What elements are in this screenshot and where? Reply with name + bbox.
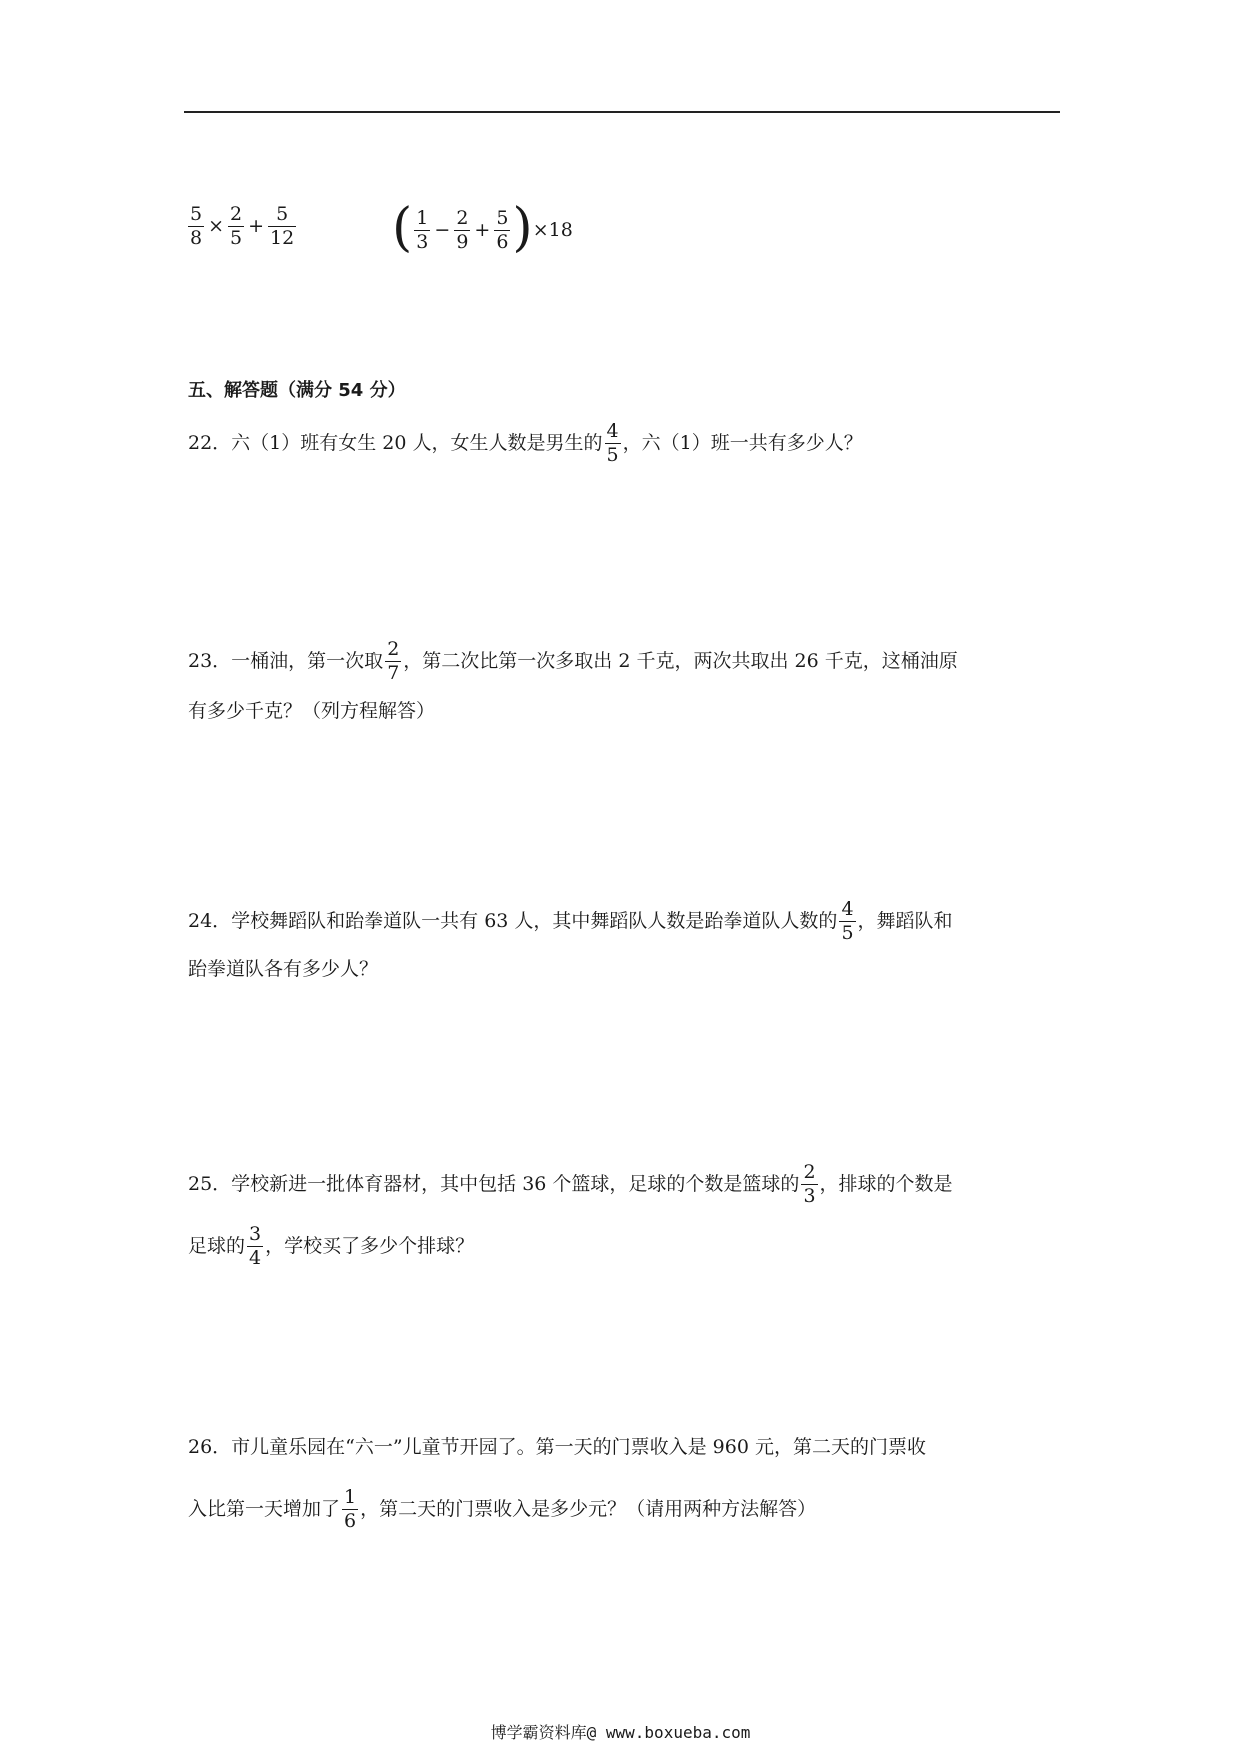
fraction: [605, 422, 621, 466]
denominator: 6: [496, 231, 509, 253]
footer-watermark: [0, 1720, 1241, 1743]
fraction: [247, 1225, 263, 1269]
question-text: ，六（1）班一共有多少人？: [622, 431, 863, 454]
numerator: 4: [606, 420, 619, 442]
numerator: 2: [456, 207, 469, 230]
operator: ×: [208, 214, 225, 237]
denominator: 5: [606, 443, 619, 466]
denominator: 6: [344, 1509, 357, 1532]
operator: +: [474, 219, 491, 241]
numerator: 5: [276, 203, 289, 225]
question-text: ，舞蹈队和: [857, 909, 953, 932]
footer-site: @ www.boxueba.com: [586, 1723, 751, 1742]
question-text: 入比第一天增加了: [188, 1497, 341, 1520]
expression-2: [392, 198, 573, 258]
operator: −: [434, 219, 451, 241]
numerator: 1: [344, 1486, 357, 1508]
question-text: 25．学校新进一批体育器材，其中包括 36 个篮球，足球的个数是篮球的: [188, 1172, 800, 1195]
denominator: 5: [841, 921, 854, 944]
fraction: [268, 205, 296, 249]
question-text: 22．六（1）班有女生 20 人，女生人数是男生的: [188, 431, 603, 454]
question-text: 足球的: [188, 1234, 246, 1257]
fraction: [228, 205, 244, 249]
left-paren: (: [392, 198, 413, 258]
operator: +: [248, 214, 265, 237]
right-paren: ): [512, 198, 533, 258]
numerator: 5: [190, 203, 203, 225]
fraction: [801, 1163, 817, 1207]
numerator: 2: [387, 638, 400, 660]
denominator: 8: [190, 226, 203, 249]
numerator: 4: [841, 898, 854, 920]
question-23-line-2: 有多少千克？（列方程解答）: [188, 700, 436, 722]
question-26-line-2: [188, 1488, 816, 1532]
question-22: [188, 422, 863, 466]
fraction: [342, 1488, 358, 1532]
question-23: [188, 640, 958, 684]
question-24-line-2: 跆拳道队各有多少人？: [188, 958, 379, 980]
numerator: 2: [803, 1161, 816, 1183]
question-text: 24．学校舞蹈队和跆拳道队一共有 63 人，其中舞蹈队人数是跆拳道队人数的: [188, 909, 838, 932]
question-text: ，第二次比第一次多取出 2 千克，两次共取出 26 千克，这桶油原: [403, 649, 958, 672]
numerator: 1: [416, 207, 429, 230]
denominator: 4: [249, 1246, 262, 1269]
fraction: [385, 640, 401, 684]
fraction: [839, 900, 855, 944]
denominator: 9: [456, 231, 469, 253]
section-heading: 五、解答题（满分 54 分）: [188, 380, 406, 401]
question-text: ，学校买了多少个排球？: [265, 1234, 475, 1257]
multiplier: ×18: [532, 219, 573, 241]
denominator: 3: [803, 1184, 816, 1207]
fraction: [454, 209, 470, 253]
denominator: 5: [230, 226, 243, 249]
denominator: 7: [387, 661, 400, 684]
expression-1: [186, 205, 298, 249]
fraction: [414, 209, 430, 253]
question-26: 26．市儿童乐园在“六一”儿童节开园了。第一天的门票收入是 960 元，第二天的门票收: [188, 1436, 926, 1458]
footer-brand: 博学霸资料库: [490, 1723, 587, 1742]
denominator: 12: [270, 226, 295, 249]
question-25-line-2: [188, 1225, 474, 1269]
numerator: 3: [249, 1223, 262, 1245]
fraction: [494, 209, 510, 253]
question-text: ，排球的个数是: [819, 1172, 953, 1195]
header-rule: [184, 111, 1060, 113]
question-24: [188, 900, 953, 944]
question-25: [188, 1163, 953, 1207]
question-text: 23．一桶油，第一次取: [188, 649, 384, 672]
fraction: [188, 205, 204, 249]
question-text: ，第二天的门票收入是多少元？（请用两种方法解答）: [360, 1497, 817, 1520]
numerator: 5: [496, 207, 509, 230]
numerator: 2: [230, 203, 243, 225]
denominator: 3: [416, 231, 429, 253]
